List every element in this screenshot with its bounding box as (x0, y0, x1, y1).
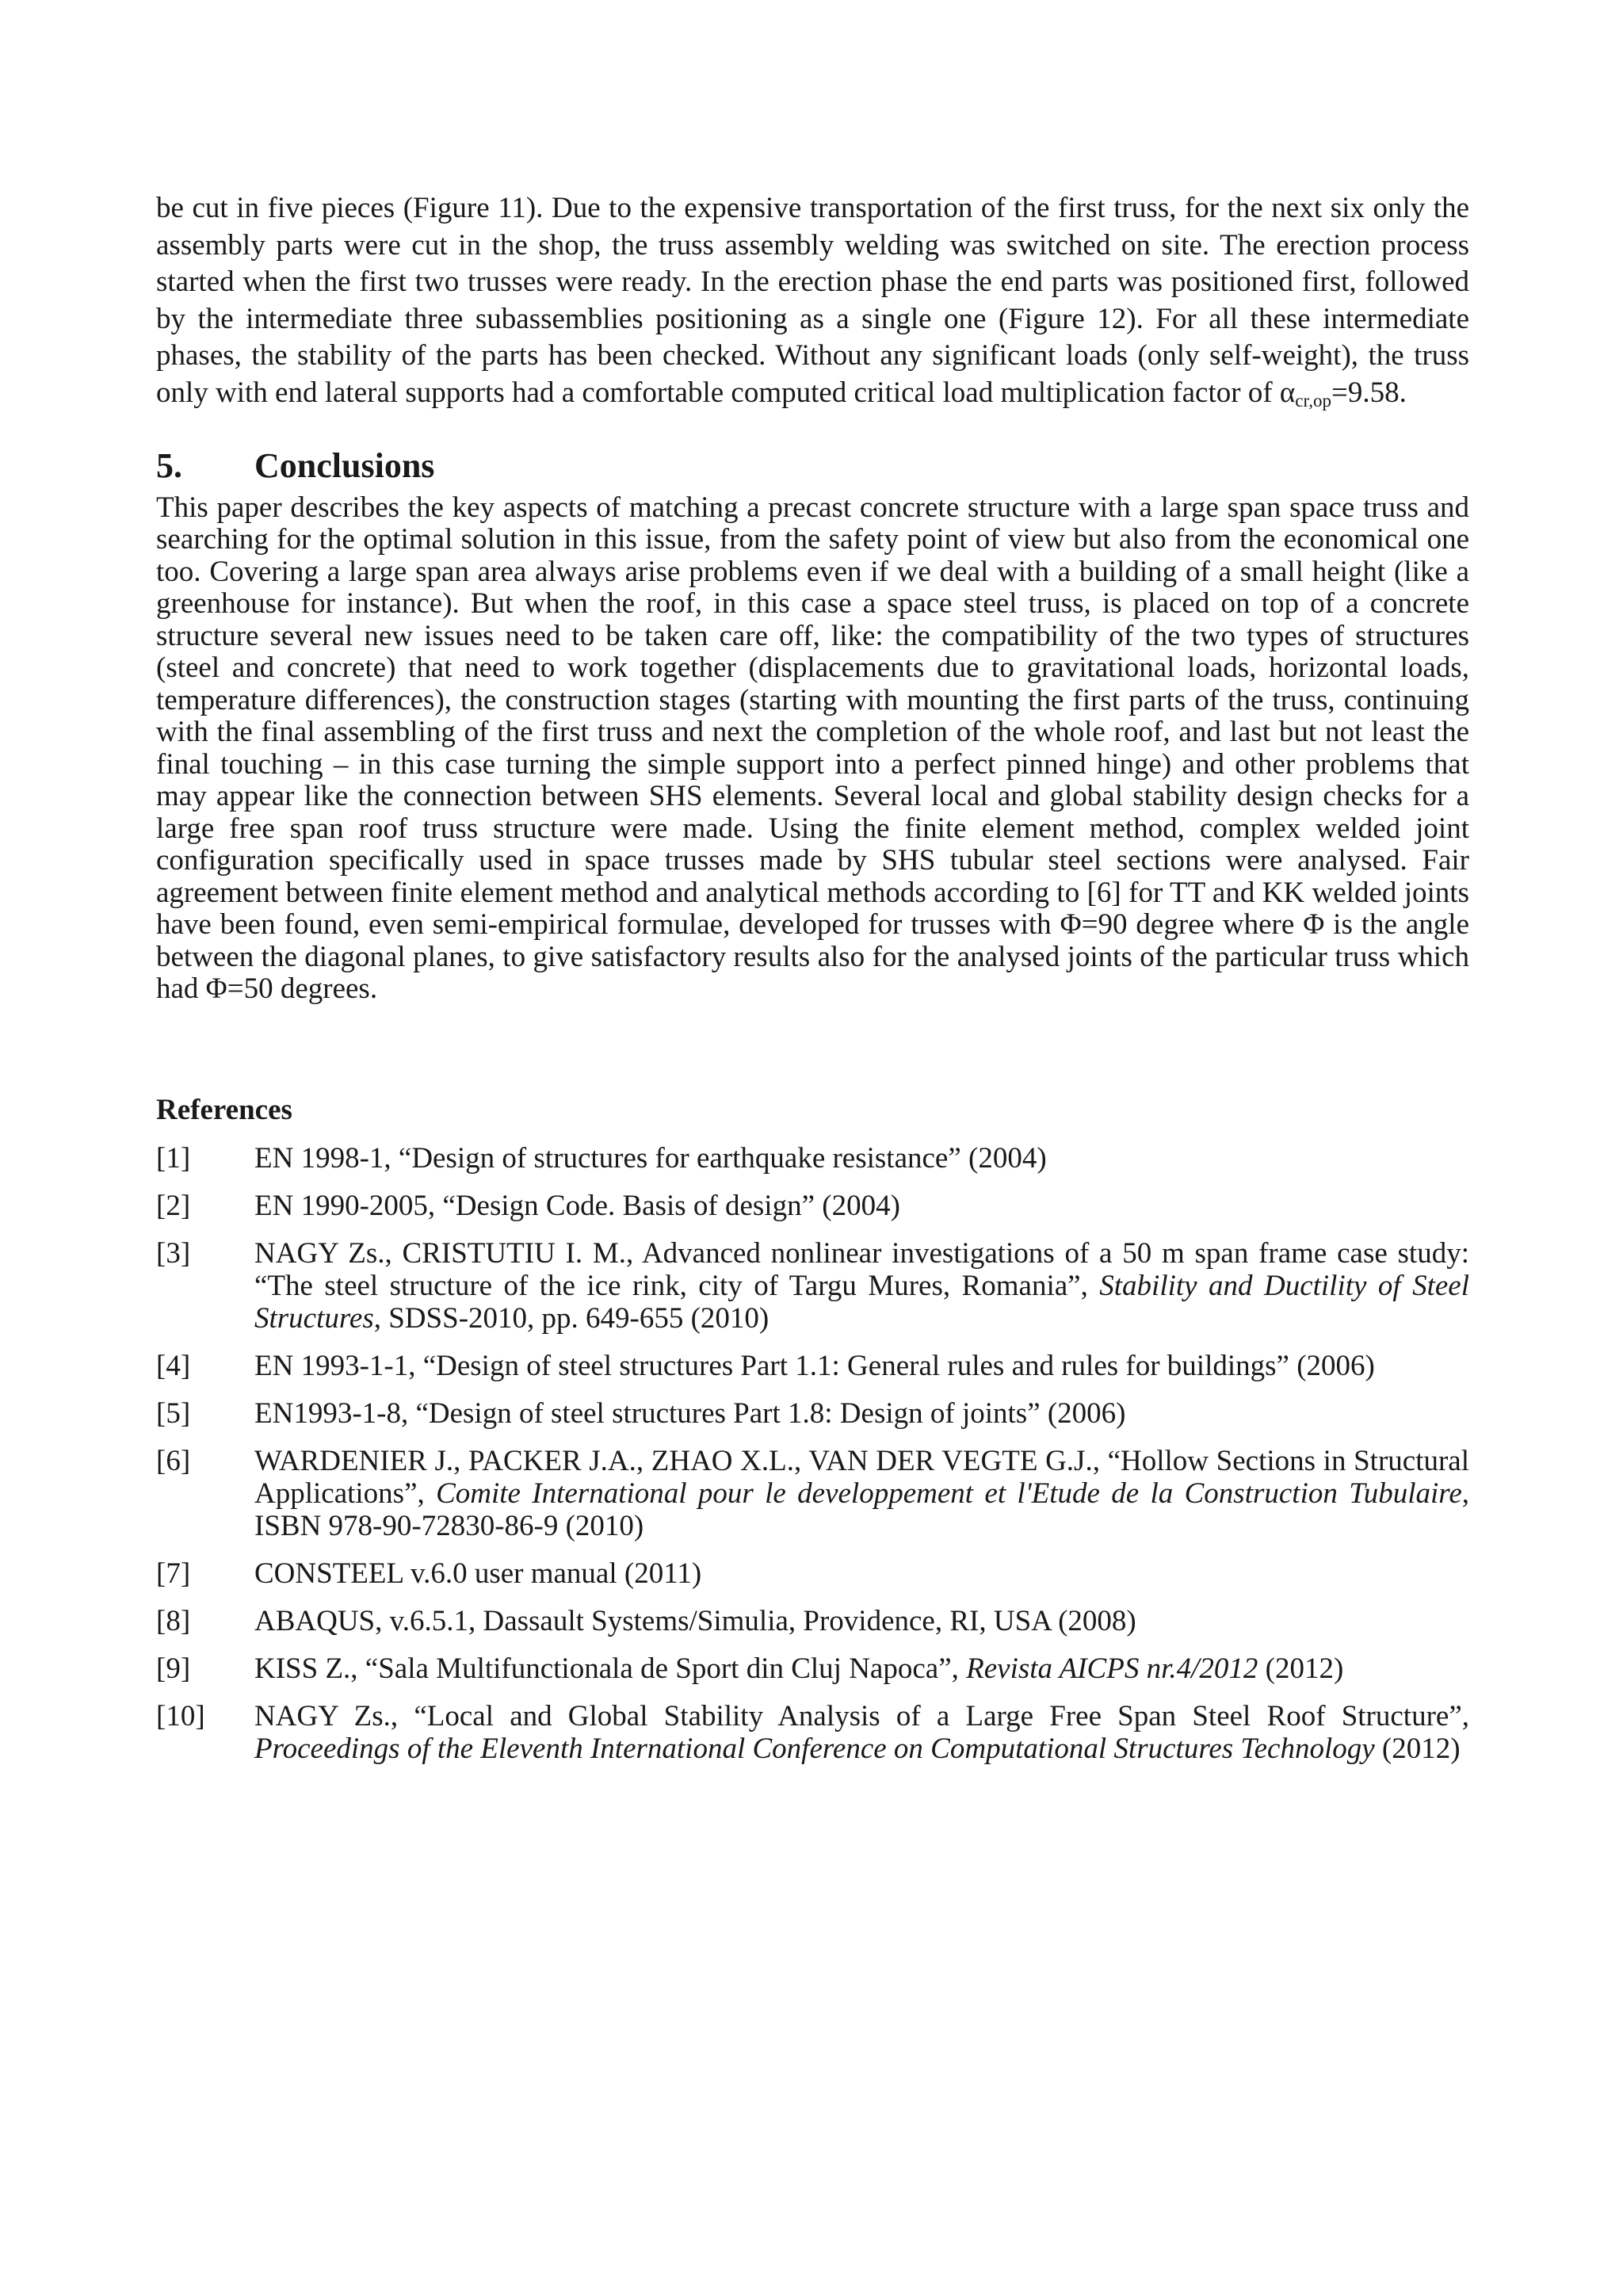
paper-page (156, 190, 1469, 1780)
reference-number: [2] (156, 1189, 191, 1222)
reference-item (156, 1190, 1469, 1222)
reference-text: NAGY Zs., CRISTUTIU I. M., Advanced nonlinear investigations of a 50 m span frame case study: “The steel structure of the ice rink, city of Targu Mures, Romania”, Stability and Ductility of Steel Structures, SDSS-2010, pp. 649-655 (2010) (254, 1236, 1469, 1335)
reference-text: EN 1990-2005, “Design Code. Basis of design” (2004) (254, 1189, 900, 1222)
reference-text: WARDENIER J., PACKER J.A., ZHAO X.L., VAN DER VEGTE G.J., “Hollow Sections in Structural Applications”, Comite International pour le developpement et l'Etude de la Construction Tubulaire, ISBN 978-90-72830-86-9 (2010) (254, 1444, 1469, 1542)
reference-text: EN1993-1-8, “Design of steel structures Part 1.8: Design of joints” (2006) (254, 1396, 1126, 1430)
intro-text: be cut in five pieces (Figure 11). Due to the expensive transportation of the first truss, for the next six only the assembly parts were cut in the shop, the truss assembly welding was switched on site. The erection process started when the first two trusses were ready. In the erection phase the end parts was positioned first, followed by the intermediate three subassemblies positioning as a single one (Figure 12). For all these intermediate phases, the stability of the parts has been checked. Without any significant loads (only self-weight), the truss only with end lateral supports had a comfortable computed critical load multiplication factor of α (156, 192, 1469, 409)
reference-item (156, 1397, 1469, 1430)
reference-number: [8] (156, 1604, 191, 1637)
reference-item (156, 1237, 1469, 1335)
intro-paragraph (156, 190, 1469, 412)
reference-number: [3] (156, 1236, 191, 1270)
reference-item (156, 1142, 1469, 1175)
intro-text-end: =9.58. (1331, 376, 1407, 409)
reference-number: [5] (156, 1396, 191, 1430)
section-number: 5. (156, 446, 182, 486)
section-title: Conclusions (254, 446, 435, 486)
reference-item (156, 1350, 1469, 1382)
reference-item (156, 1652, 1469, 1685)
reference-number: [10] (156, 1699, 205, 1733)
reference-text: EN 1993-1-1, “Design of steel structures Part 1.1: General rules and rules for buildings” (2006) (254, 1349, 1375, 1382)
references-list (156, 1142, 1469, 1765)
reference-item (156, 1445, 1469, 1542)
reference-number: [9] (156, 1652, 191, 1685)
reference-number: [4] (156, 1349, 191, 1382)
reference-number: [6] (156, 1444, 191, 1477)
reference-item (156, 1605, 1469, 1637)
reference-text: KISS Z., “Sala Multifunctionala de Sport din Cluj Napoca”, Revista AICPS nr.4/2012 (2012) (254, 1652, 1344, 1685)
reference-text: CONSTEEL v.6.0 user manual (2011) (254, 1557, 702, 1590)
reference-number: [7] (156, 1557, 191, 1590)
reference-item (156, 1700, 1469, 1765)
reference-text: ABAQUS, v.6.5.1, Dassault Systems/Simulia, Providence, RI, USA (2008) (254, 1604, 1136, 1637)
conclusions-paragraph: This paper describes the key aspects of matching a precast concrete structure with a large span space truss and searching for the optimal solution in this issue, from the safety point of view but also from the economical one too. Covering a large span area always arise problems even if we deal with a building of a small height (like a greenhouse for instance). But when the roof, in this case a space steel truss, is placed on top of a concrete structure several new issues need to be taken care off, like: the compatibility of the two types of structures (steel and concrete) that need to work together (displacements due to gravitational loads, horizontal loads, temperature differences), the construction stages (starting with mounting the first parts of the truss, continuing with the final assembling of the first truss and next the completion of the whole roof, and last but not least the final touching – in this case turning the simple support into a perfect pinned hinge) and other problems that may appear like the connection between SHS elements. Several local and global stability design checks for a large free span roof truss structure were made. Using the finite element method, complex welded joint configuration specifically used in space trusses made by SHS tubular steel sections were analysed. Fair agreement between finite element method and analytical methods according to [6] for TT and KK welded joints have been found, even semi-empirical formulae, developed for trusses with Φ=90 degree where Φ is the angle between the diagonal planes, to give satisfactory results also for the analysed joints of the particular truss which had Φ=50 degrees. (156, 491, 1469, 1006)
reference-item (156, 1557, 1469, 1590)
reference-number: [1] (156, 1141, 191, 1175)
alpha-subscript: cr,op (1295, 390, 1331, 411)
reference-text: EN 1998-1, “Design of structures for earthquake resistance” (2004) (254, 1141, 1047, 1175)
reference-text: NAGY Zs., “Local and Global Stability Analysis of a Large Free Span Steel Roof Structure”, Proceedings of the Eleventh International Conference on Computational Structures Technology (2012) (254, 1699, 1469, 1765)
references-heading: References (156, 1093, 292, 1126)
section-heading (156, 440, 1469, 492)
